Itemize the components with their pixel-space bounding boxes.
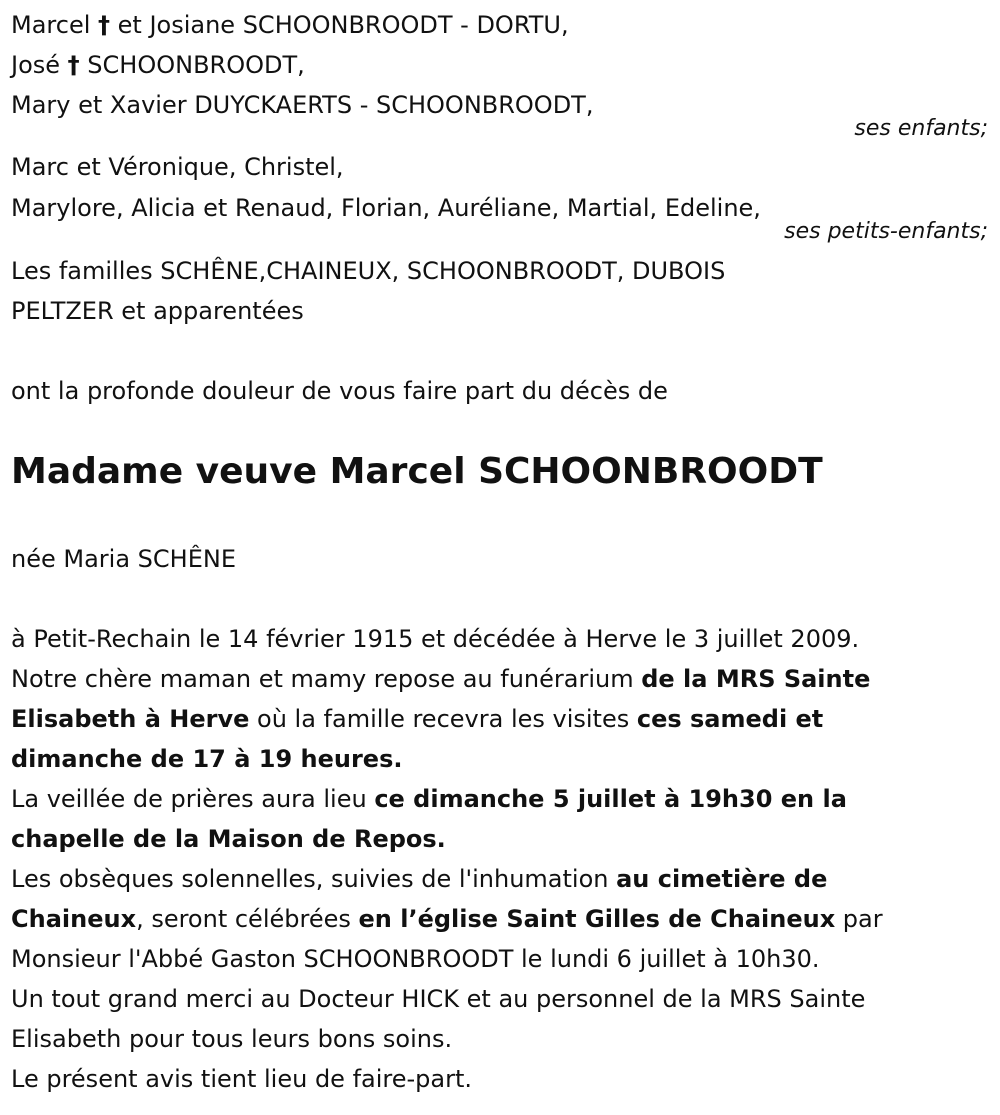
deceased-name: Madame veuve Marcel SCHOONBROODT [11,451,823,492]
bold-text: chapelle de la Maison de Repos. [11,825,446,853]
family-line-1 [11,10,569,40]
body-line-12: Le présent avis tient lieu de faire-part. [11,1065,473,1093]
family-line-5: Marylore, Alicia et Renaud, Florian, Auréliane, Martial, Edeline, [11,194,761,222]
announcement-text: ont la profonde douleur de vous faire part du décès de [11,377,668,405]
body-line-2 [11,664,870,694]
children-label: ses enfants; [854,116,988,141]
body-line-5 [11,784,847,814]
bold-text: ce dimanche 5 juillet à 19h30 en la [374,785,847,813]
text: Les obsèques solennelles, suivies de l'inhumation [11,865,617,893]
body-line-10: Un tout grand merci au Docteur HICK et au personnel de la MRS Sainte [11,985,866,1013]
cross-icon: † [98,11,111,39]
body-line-3 [11,704,823,734]
family-line-6: Les familles SCHÊNE,CHAINEUX, SCHOONBROODT, DUBOIS [11,257,726,285]
bold-text: de la MRS Sainte [641,665,871,693]
text: Marcel [11,11,99,39]
body-line-4 [11,744,402,774]
bold-text: en l’église Saint Gilles de Chaineux [358,905,836,933]
body-line-7 [11,864,827,894]
text: et Josiane SCHOONBROODT - DORTU, [110,11,569,39]
body-line-6 [11,824,446,854]
family-line-7: PELTZER et apparentées [11,297,304,325]
bold-text: ces samedi et [636,705,824,733]
text: par [835,905,883,933]
family-line-4: Marc et Véronique, Christel, [11,153,344,181]
text: La veillée de prières aura lieu [11,785,375,813]
text: où la famille recevra les visites [249,705,637,733]
body-line-8 [11,904,883,934]
text: Notre chère maman et mamy repose au funérarium [11,665,642,693]
text: SCHOONBROODT, [79,51,305,79]
body-line-1: à Petit-Rechain le 14 février 1915 et décédée à Herve le 3 juillet 2009. [11,625,860,653]
bold-text: Chaineux [11,905,137,933]
cross-icon: † [67,51,80,79]
body-line-9: Monsieur l'Abbé Gaston SCHOONBROODT le lundi 6 juillet à 10h30. [11,945,820,973]
grandchildren-label: ses petits-enfants; [784,219,988,244]
body-line-11: Elisabeth pour tous leurs bons soins. [11,1025,453,1053]
bold-text: Elisabeth à Herve [11,705,250,733]
text: , seront célébrées [136,905,359,933]
family-line-2 [11,50,305,80]
bold-text: dimanche de 17 à 19 heures. [11,745,403,773]
text: José [11,51,68,79]
family-line-3: Mary et Xavier DUYCKAERTS - SCHOONBROODT, [11,91,594,119]
bold-text: au cimetière de [616,865,828,893]
birth-name: née Maria SCHÊNE [11,545,236,573]
